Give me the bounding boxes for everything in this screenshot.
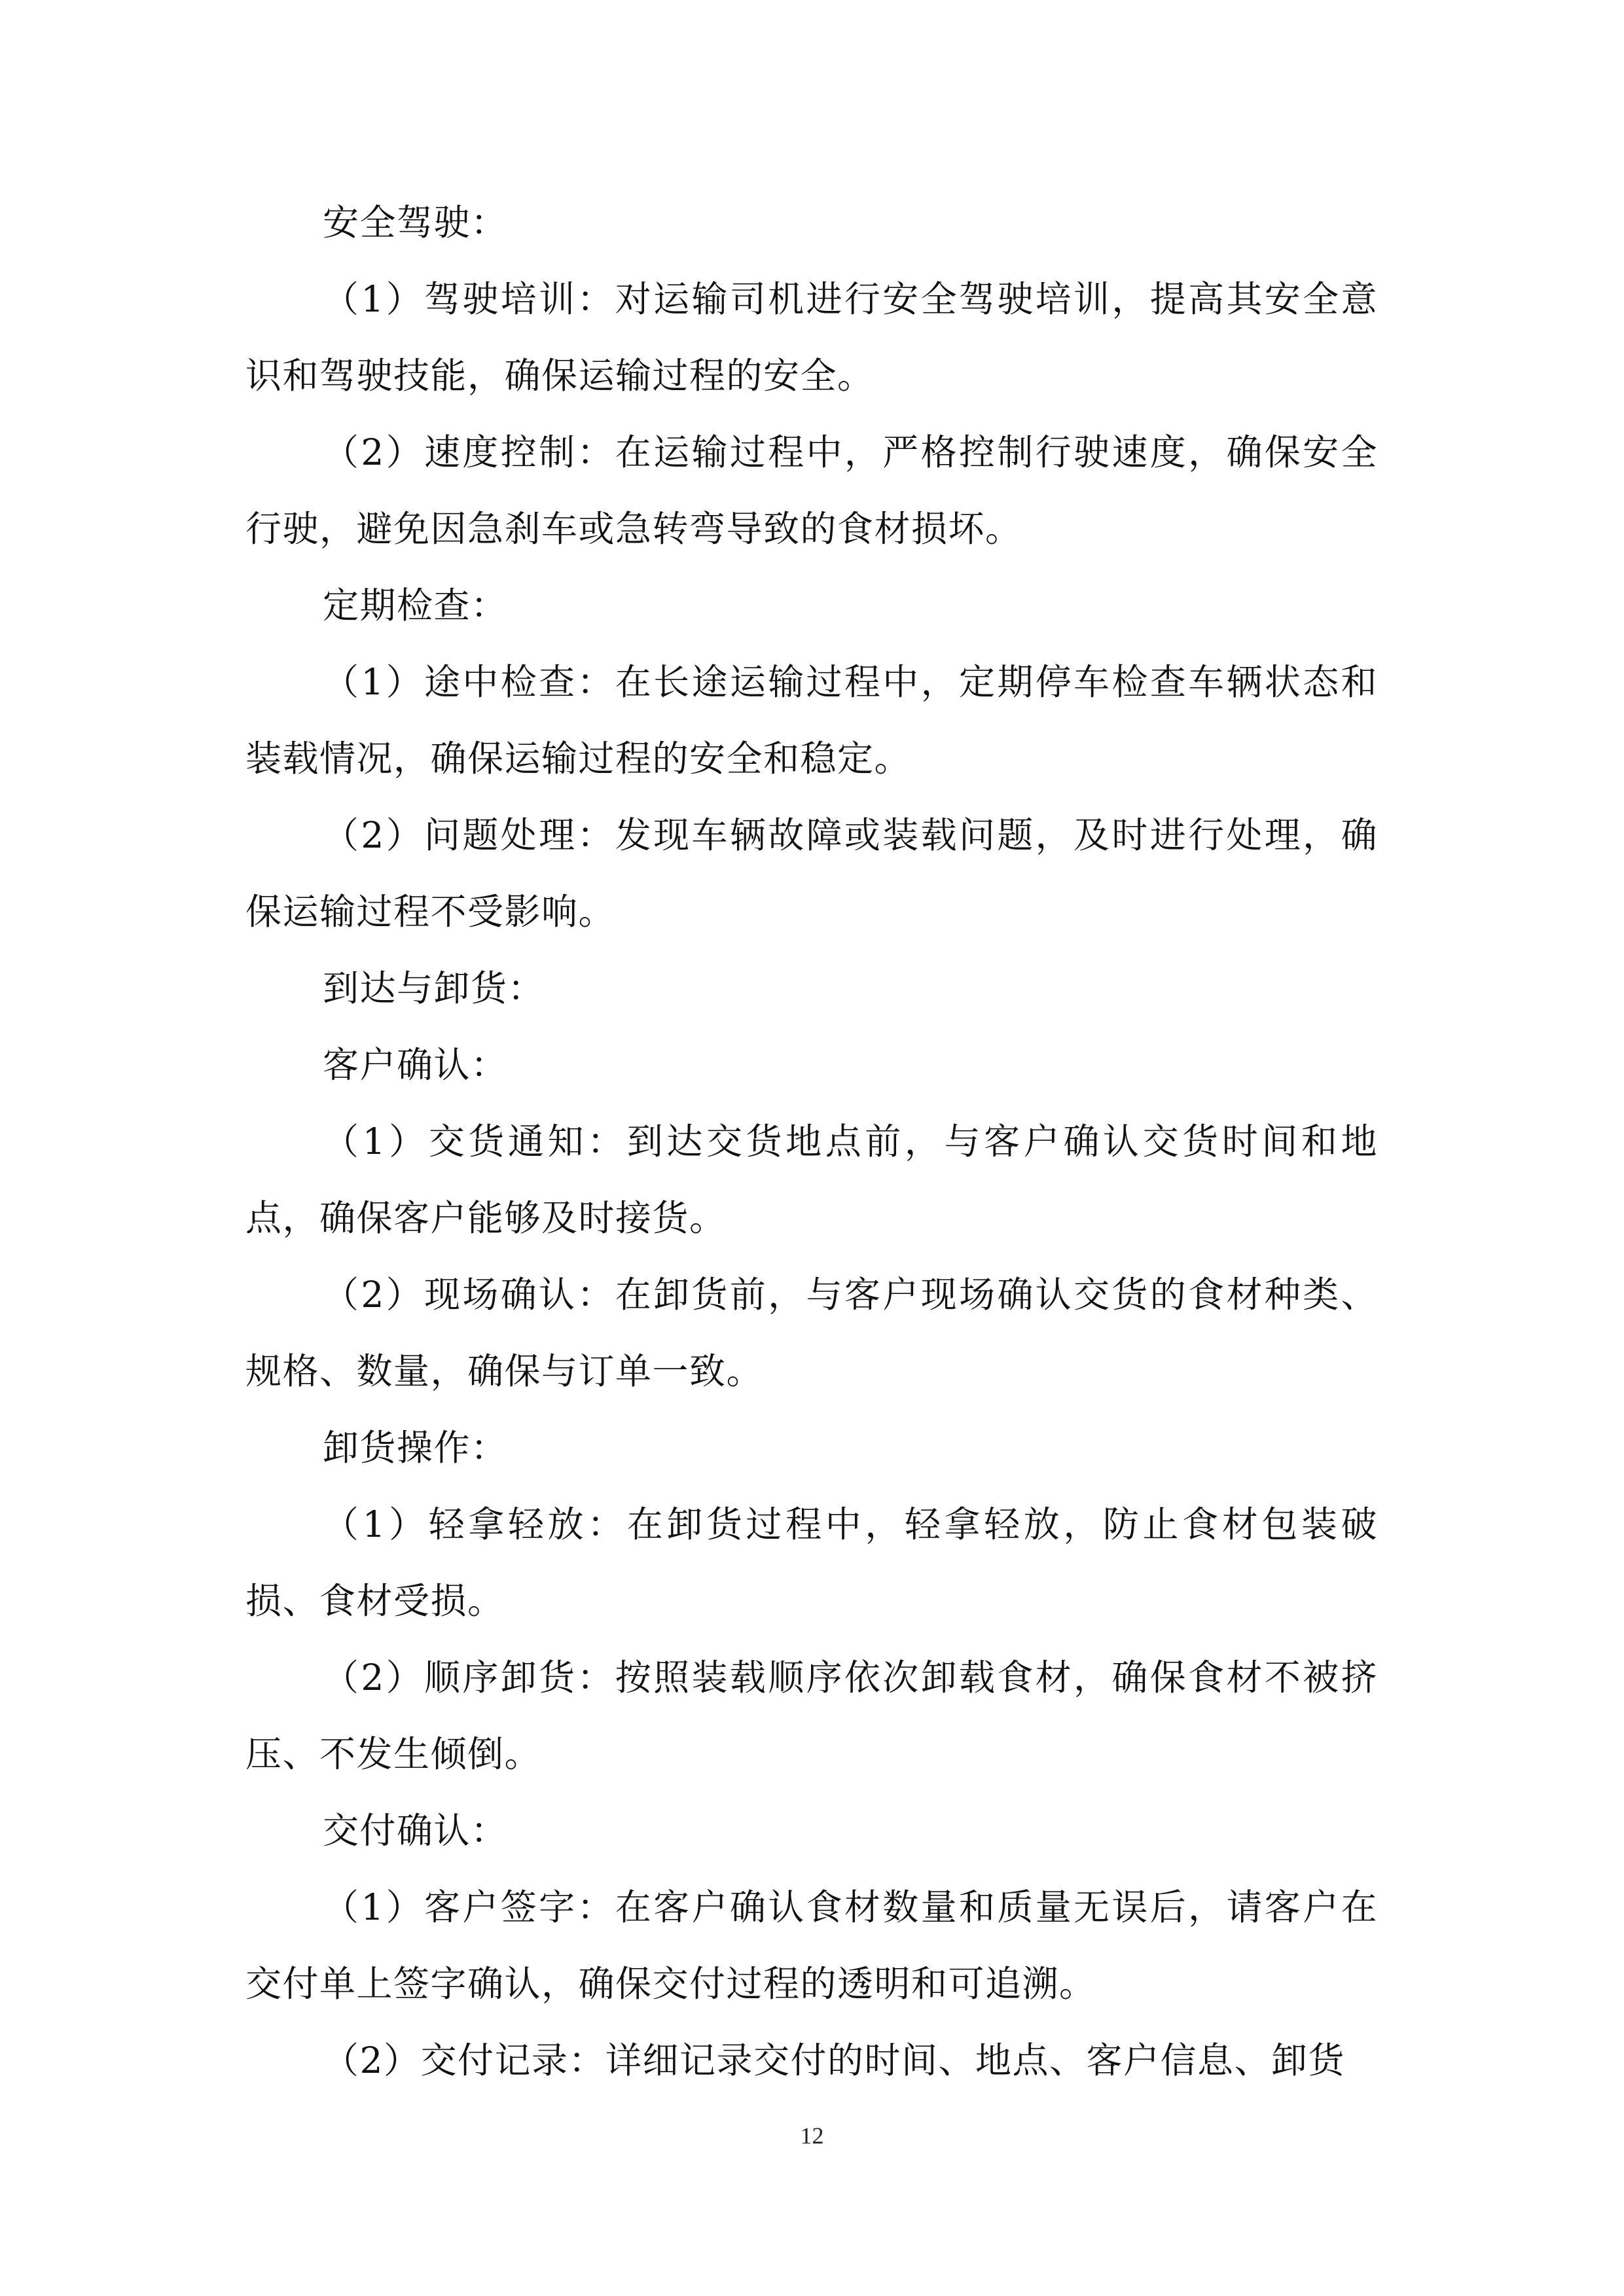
document-body <box>245 185 1378 2099</box>
heading-delivery-confirmation: 交付确认： <box>323 1810 508 1852</box>
heading-arrival-unloading: 到达与卸货： <box>323 967 545 1009</box>
heading-unloading-operation: 卸货操作： <box>323 1427 508 1469</box>
paragraph-problem-handling: （2）问题处理：发现车辆故障或装载问题，及时进行处理，确保运输过程不受影响。 <box>245 814 1378 933</box>
paragraph-driving-training: （1）驾驶培训：对运输司机进行安全驾驶培训，提高其安全意识和驾驶技能，确保运输过程的安全。 <box>245 278 1378 397</box>
page-number: 12 <box>800 2123 824 2149</box>
heading-periodic-inspection: 定期检查： <box>323 584 508 626</box>
heading-customer-confirmation: 客户确认： <box>323 1044 508 1086</box>
paragraph-sequential-unloading: （2）顺序卸货：按照装载顺序依次卸载食材，确保食材不被挤压、不发生倾倒。 <box>245 1657 1378 1775</box>
heading-safe-driving: 安全驾驶： <box>323 202 508 243</box>
paragraph-careful-handling: （1）轻拿轻放：在卸货过程中，轻拿轻放，防止食材包装破损、食材受损。 <box>245 1503 1378 1622</box>
paragraph-onsite-confirmation: （2）现场确认：在卸货前，与客户现场确认交货的食材种类、规格、数量，确保与订单一致。 <box>245 1274 1378 1392</box>
paragraph-en-route-inspection: （1）途中检查：在长途运输过程中，定期停车检查车辆状态和装载情况，确保运输过程的安全和稳定。 <box>245 661 1378 780</box>
paragraph-speed-control: （2）速度控制：在运输过程中，严格控制行驶速度，确保安全行驶，避免因急刹车或急转弯导致的食材损坏。 <box>245 431 1378 550</box>
paragraph-delivery-record: （2）交付记录：详细记录交付的时间、地点、客户信息、卸货 <box>323 2039 1345 2081</box>
paragraph-delivery-notice: （1）交货通知：到达交货地点前，与客户确认交货时间和地点，确保客户能够及时接货。 <box>245 1121 1378 1239</box>
paragraph-customer-signature: （1）客户签字：在客户确认食材数量和质量无误后，请客户在交付单上签字确认，确保交付过程的透明和可追溯。 <box>245 1886 1378 2005</box>
